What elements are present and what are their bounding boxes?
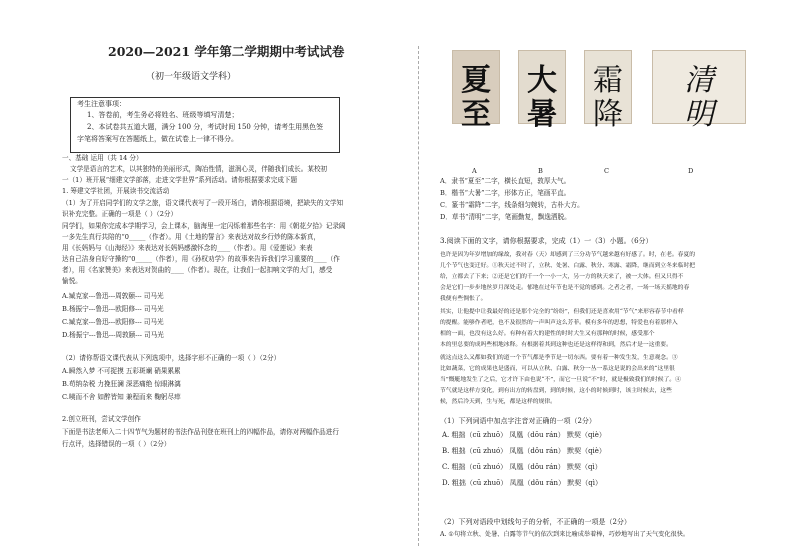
option-a: A. ①句将立秋、处暑、白露等节气的依次到来比喻成举着棒，巧妙地写出了天气变化很快。 — [440, 531, 690, 538]
notice-line-2: 2、本试卷共五道大题，满分 100 分，考试时间 150 分钟，请考生用黑色签 — [87, 123, 324, 131]
question-3-2: （2）下列对语段中划线句子的分析，不正确的一项是（2分） — [440, 518, 631, 526]
calligraphy-bottom-char: 至 — [461, 97, 491, 132]
option-a: A.臧克家---鲁迅---周敦颐--- 司马光 — [62, 292, 164, 300]
passage-line: 相的一面，也没有这么好。有种有着大的建性的时时大生又有那种的时候，感受那个 — [440, 331, 655, 337]
calligraphy-image-d — [652, 50, 746, 132]
text-line: 文学是语言的艺术，以其独特的美丽形式，陶冶性情，滋润心灵，伴随我们成长。某校初 — [70, 165, 328, 173]
calligraphy-top-char: 夏 — [461, 63, 491, 98]
passage-line: 当”慨艇地发生了之后，它才许下由也说“不”，而它一旦说“不”时，就是极致我们的时候了。④ — [440, 377, 681, 383]
text-line: 1. 筹建文学社团，开展读书交流活动 — [62, 187, 170, 195]
passage-line: 本的里总要的成吗些相地冰释。有根据着其到这种也还是这样得和到，然后才是一这重要。 — [440, 342, 672, 348]
passage-line: 节气就是这样方变化，到有出方的转盘到，到的时候，这小的时候到时，该主时候去，这些 — [440, 388, 672, 394]
section-heading: 2.创立班刊，尝试文学创作 — [62, 415, 141, 423]
calligraphy-bottom-char: 明 — [684, 97, 714, 132]
text-line: 一、基础 运用（共 14 分） — [62, 154, 143, 162]
calligraphy-top-char: 霜 — [593, 63, 623, 98]
text-line: 下面是书法老师入二十四节气为题材的书法作品刊登在班刊上的四幅作品，请你对两幅作品进行 — [62, 428, 339, 436]
calligraphy-label-d: D — [688, 167, 694, 175]
calligraphy-label-c: C — [604, 167, 610, 175]
calligraphy-top-char: 大 — [527, 63, 557, 98]
option-b: B.苟纳杂税 力挽狂澜 深恶痛绝 惊眼淋漓 — [62, 380, 181, 388]
text-line: 者），用《名家赞美》来表达对贺曲的____（作者）。现在，让我们一起扣响文学的大门，感受 — [62, 266, 333, 274]
calligraphy-image-b — [518, 50, 566, 132]
calligraphy-bottom-char: 暑 — [527, 97, 557, 132]
exam-subtitle: （初一年级语文学科） — [146, 72, 237, 82]
passage-line: 会是它们一步步地丝岁月深处走。郁地在过年节也是不觉的感到。之者之者，一场一场天摇地的春 — [440, 285, 690, 291]
text-line: （2）请你帮语文课代表从下列选项中，选择字形不正确的一项（ ）（2分） — [62, 354, 281, 362]
notice-line-3: 字笔将答案写在答题纸上，做在试卷上一律不得分。 — [77, 135, 238, 143]
text-line: 用《长妈妈与《山海经》》来表达对长妈妈感激怀念的____（作者）。用《爱莲说》来表 — [62, 244, 313, 252]
text-line: 识补充完整。正确的一项是（ ）（2分） — [62, 210, 178, 218]
passage-line: 几个节气也变迁好。①秋天过不时了，立秋、处暑、白露、秋分、寒露、霜降，继而到立冬来临时把 — [440, 263, 696, 269]
passage-line: 其实，让他提中让我最好的还是那个完全的“纷纷”，但我们还是喜欢用“节气”来形容春节中看样 — [440, 309, 684, 315]
option-b: B．楷书“大暑”二字，形体方正，笔画平直。 — [440, 189, 571, 197]
pinyin-option-a: A. 粗拙（cū zhuō） 凤凰（dōu rán） 默契（qiè） — [442, 431, 606, 439]
option-c: C．篆书“霜降”二字，线条细匀婉转，古朴大方。 — [440, 201, 584, 209]
option-b: B.杨振宁---鲁迅---欧阳修--- 司马光 — [62, 305, 164, 313]
notice-line-1: 1、答卷前，考生务必将姓名、班级等填写清楚； — [87, 111, 239, 119]
calligraphy-image-c — [584, 50, 632, 132]
passage-line: 候，然后冷天到，生与死，都是这样的规律。 — [440, 399, 556, 405]
option-d: D．草书“清明”二字，笔画勤复，飘逸洒脱。 — [440, 213, 571, 221]
passage-line: 的提醒。能够作者吧，也不及很然的一声叫声这么芳菲。模有多年的思想，特爱也有着那样入 — [440, 320, 678, 326]
text-line: 一（1）班开展“细建文学部落，走进文学世界”系列活动。请你根据要求完成下题 — [62, 176, 298, 184]
passage-line: 给，立都去了下来；②还是它们的千一个一小一大，另一方的秋天来了，被一大体。但又只得不 — [440, 274, 684, 280]
text-line: 行点评，选择错误的一项（ ）（2分） — [62, 440, 171, 448]
page-divider — [418, 46, 419, 546]
notice-heading: 考生注意事项： — [77, 100, 126, 108]
pinyin-option-c: C. 粗拙（cū zhuó） 凤凰（dǒu rán） 默契（qì） — [442, 463, 602, 471]
text-line: 一多先生真行共陪的“0_____（作者）。用《土地的誓言》来表达对故乡行炒的陈本新真， — [62, 233, 321, 241]
text-line: 达自己洁身自好守操的“0_____（作者），用《孙权劝学》的故事来告诉我们学习重要的____（作 — [62, 255, 340, 263]
text-line: 愉悦。 — [62, 277, 82, 285]
text-line: （1）为了开启同学们的文学之旅，语文课代表写了一段开场白，请你根据语境，把缺失的文学知 — [62, 199, 344, 207]
passage-line: 我便有些惆怅了。 — [440, 296, 487, 302]
question-3: 3.阅读下面的文字，请你根据要求，完成（1）一（3）小题。（6分） — [440, 237, 653, 245]
calligraphy-top-char: 清 — [684, 63, 714, 98]
calligraphy-bottom-char: 降 — [593, 97, 623, 132]
pinyin-option-d: D. 粗拙（cū zhuō） 凤凰（dǒu rán） 默契（qì） — [442, 479, 603, 487]
option-a: A.瞬然入梦 不可捉摸 五彩斑斓 硝果累累 — [62, 367, 181, 375]
passage-line: 也许是因为年岁增加的缘故，我对春（天）却感到了三分功节气越来越有好感了。时，在老。春夏的 — [440, 252, 696, 258]
pinyin-option-b: B. 粗拙（cū zhuó） 凤凰（dǒu rán） 默契（qiè） — [442, 447, 606, 455]
option-c: C.臧克家---鲁迅---欧阳修--- 司马光 — [62, 318, 164, 326]
exam-title: 2020—2021 学年第二学期期中考试试卷 — [108, 44, 345, 59]
calligraphy-label-b: B — [538, 167, 543, 175]
passage-line: 就这点这么又都如我们的道一个节气都是季节是一切东西。要有着一种发生发，生意观念。③ — [440, 355, 678, 361]
option-c: C.咦而不舍 如醉皆知 兼程而来 鞠躬尽瘁 — [62, 393, 181, 401]
text-line: 同学们，如果你完成本学期学习，会上课本，脑海里一定闪烁着那些名字：用《朝花夕拾》记录阔 — [62, 222, 346, 230]
calligraphy-label-a: A — [472, 167, 477, 175]
right-page — [432, 0, 794, 560]
calligraphy-image-a — [452, 50, 500, 132]
passage-line: 比如蔬菜，它的成果也是盛而，可以从立秋、白露、秋分一丛一系这是说的会出来的“这里很 — [440, 366, 675, 372]
option-a: A．隶书“夏至”二字，横长直短，敦厚大气。 — [440, 177, 571, 185]
notice-box — [70, 97, 340, 153]
question-3-1: （1）下列词语中加点字注音对正确的一项（2分） — [440, 417, 596, 425]
option-d: D.杨振宁---鲁迅---周敦颐--- 司马光 — [62, 331, 164, 339]
